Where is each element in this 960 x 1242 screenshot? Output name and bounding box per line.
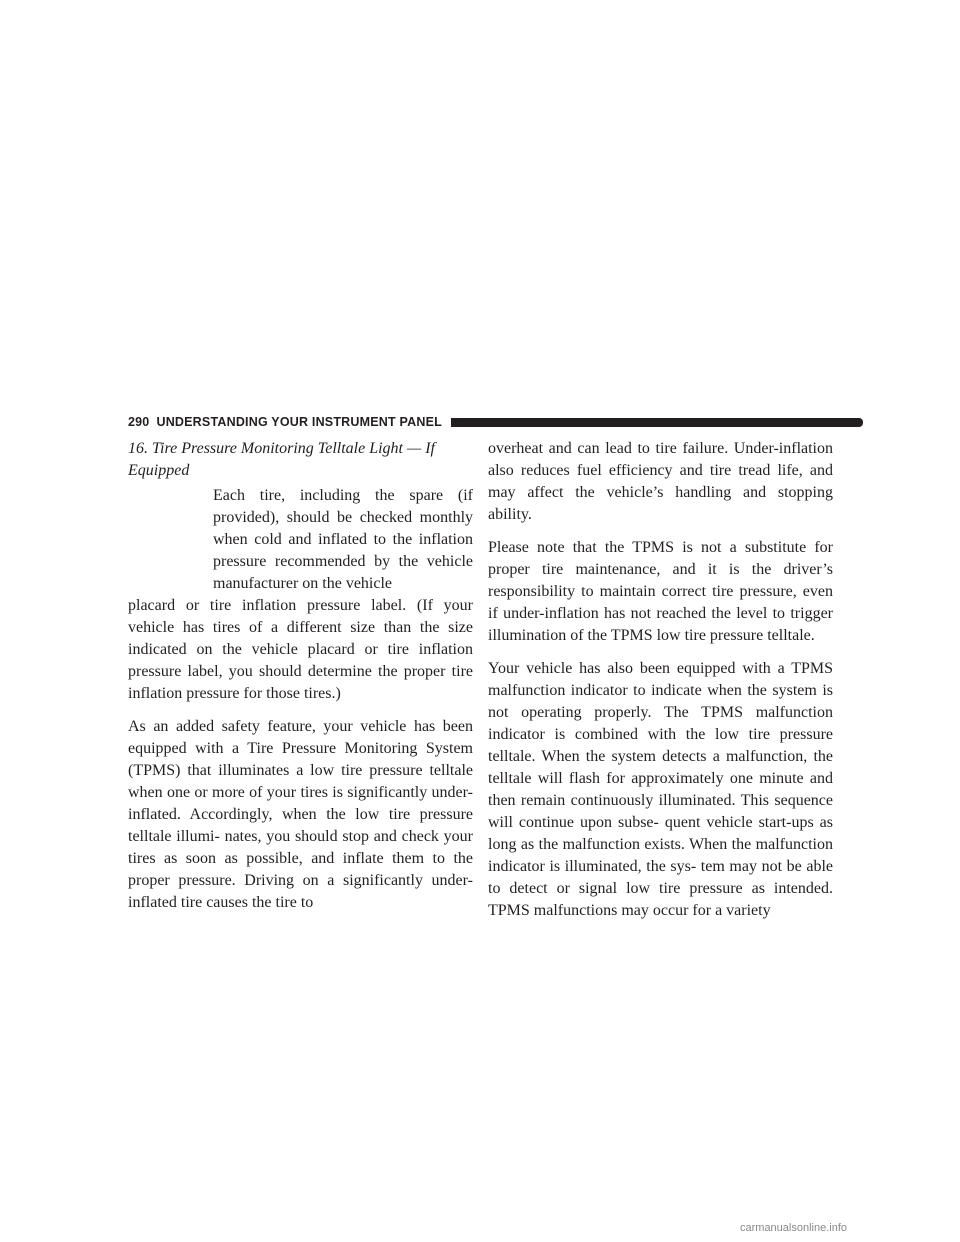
paragraph-malfunction-indicator: Your vehicle has also been equipped with a TPMS malfunction indicator to indicate when the system is not operating properly. The TPMS malfunction indicator is combined with the low tire pressure telltale. When the system detects a malfunction, the telltale will flash for approximately one minute and then remain continuously illuminated. This sequence will continue upon subse- quent vehicle start-ups as long as the malfunction exists. When the malfunction indicator is illuminated, the sys- tem may not be able to detect or signal low tire pressure as intended. TPMS malfunctions may occur for a variety bbox=[488, 660, 833, 919]
watermark: carmanualsonline.info bbox=[740, 1222, 848, 1234]
header-rule bbox=[451, 418, 863, 427]
indent-line: by the vehicle manufacturer on the vehicle bbox=[213, 553, 473, 592]
page-header bbox=[128, 415, 863, 429]
paragraph-continuation: placard or tire inflation pressure label. (If your vehicle has tires of a different size than the size indicated on the vehicle placard or tire inflation pressure label, you should determine the proper tire inflation pressure for those tires.) bbox=[128, 597, 473, 702]
subheading bbox=[128, 438, 473, 482]
indent-line: should be checked monthly when cold and bbox=[213, 509, 474, 548]
paragraph-safety-feature: As an added safety feature, your vehicle has been equipped with a Tire Pressure Monitoring System (TPMS) that illuminates a low tire pressure telltale when one or more of your tires is significantly under-inflated. Accordingly, when the low tire pressure telltale illumi- nates, you should stop and check your tires as soon as possible, and inflate them to the proper pressure. Driving on a significantly under-inflated tire causes the tire to bbox=[128, 718, 473, 911]
paragraph-tpms-note: Please note that the TPMS is not a substitute for proper tire maintenance, and it is the driver’s responsibility to maintain correct tire pressure, even if under-inflation has not reached the level to trigger illumination of the TPMS low tire pressure telltale. bbox=[488, 539, 833, 644]
page-number: 290 bbox=[128, 415, 150, 429]
section-title: UNDERSTANDING YOUR INSTRUMENT PANEL bbox=[156, 415, 442, 429]
indented-intro bbox=[128, 485, 473, 595]
right-column bbox=[488, 438, 833, 933]
indent-line: inflated to the inflation pressure recommended bbox=[213, 531, 473, 570]
indent-line: Each tire, including the spare (if provided), bbox=[213, 487, 473, 526]
paragraph-overheat: overheat and can lead to tire failure. Under-inflation also reduces fuel efficiency and tire tread life, and may affect the vehicle’s handling and stopping ability. bbox=[488, 440, 833, 523]
left-column bbox=[128, 438, 473, 925]
subheading-line-1: 16. Tire Pressure Monitoring Telltale Light — If bbox=[128, 440, 435, 457]
subheading-line-2: Equipped bbox=[128, 462, 190, 479]
